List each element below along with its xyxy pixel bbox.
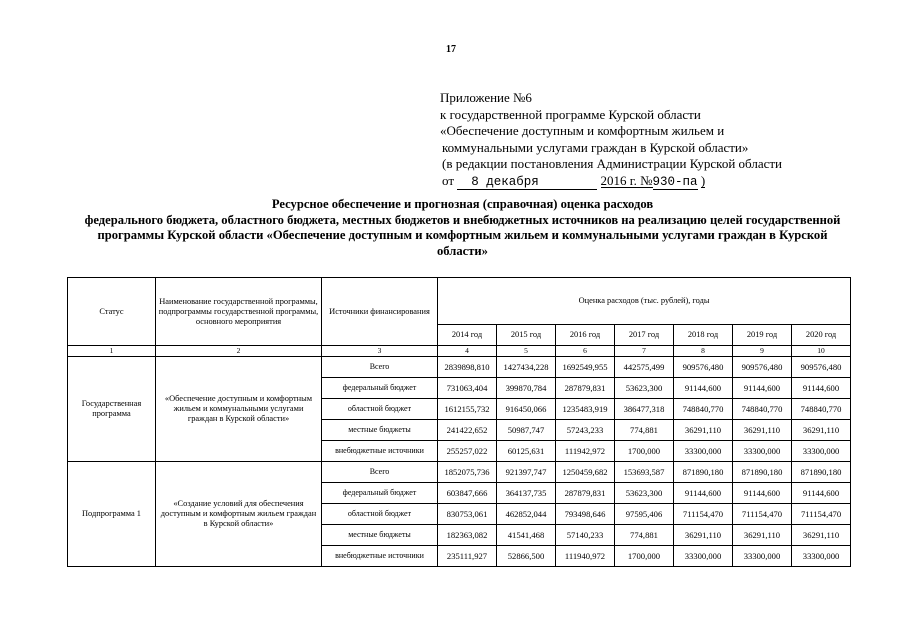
value-cell: 1250459,682 bbox=[556, 462, 615, 483]
decree-number: 930-па bbox=[652, 174, 698, 189]
heading-line-1: Ресурсное обеспечение и прогнозная (справочная) оценка расходов bbox=[271, 197, 654, 211]
source-cell: Всего bbox=[322, 462, 438, 483]
decree-year: 2016 г. № bbox=[600, 172, 653, 188]
heading-line-3: программы Курской области «Обеспечение доступным и комфортным жильем и коммунальными услугами граждан в Курской bbox=[97, 228, 828, 242]
value-cell: 91144,600 bbox=[733, 378, 792, 399]
source-cell: Всего bbox=[322, 357, 438, 378]
column-number: 6 bbox=[556, 346, 615, 357]
year-header: 2016 год bbox=[556, 325, 615, 346]
value-cell: 1427434,228 bbox=[497, 357, 556, 378]
value-cell: 793498,646 bbox=[556, 504, 615, 525]
value-cell: 53623,300 bbox=[615, 483, 674, 504]
value-cell: 909576,480 bbox=[674, 357, 733, 378]
source-cell: внебюджетные источники bbox=[322, 546, 438, 567]
status-cell: Подпрограмма 1 bbox=[68, 462, 156, 567]
value-cell: 33300,000 bbox=[733, 546, 792, 567]
heading-line-2: федерального бюджета, областного бюджета, местных бюджетов и внебюджетных источников на реализацию целей государственной bbox=[84, 212, 841, 227]
value-cell: 235111,927 bbox=[438, 546, 497, 567]
value-cell: 57140,233 bbox=[556, 525, 615, 546]
value-cell: 91144,600 bbox=[674, 483, 733, 504]
value-cell: 711154,470 bbox=[674, 504, 733, 525]
source-cell: местные бюджеты bbox=[322, 420, 438, 441]
close-paren: ) bbox=[700, 172, 706, 188]
value-cell: 91144,600 bbox=[674, 378, 733, 399]
value-cell: 1852075,736 bbox=[438, 462, 497, 483]
value-cell: 50987,747 bbox=[497, 420, 556, 441]
header-row bbox=[68, 278, 851, 325]
value-cell: 399870,784 bbox=[497, 378, 556, 399]
year-header: 2019 год bbox=[733, 325, 792, 346]
value-cell: 287879,831 bbox=[556, 378, 615, 399]
header-status: Статус bbox=[68, 278, 156, 346]
value-cell: 2839898,810 bbox=[438, 357, 497, 378]
year-header: 2017 год bbox=[615, 325, 674, 346]
status-cell: Государственная программа bbox=[68, 357, 156, 462]
table-row bbox=[68, 462, 851, 483]
value-cell: 916450,066 bbox=[497, 399, 556, 420]
value-cell: 91144,600 bbox=[792, 378, 851, 399]
value-cell: 36291,110 bbox=[792, 525, 851, 546]
value-cell: 1235483,919 bbox=[556, 399, 615, 420]
value-cell: 36291,110 bbox=[733, 420, 792, 441]
header-name: Наименование государственной программы, подпрограммы государственной программы, основного мероприятия bbox=[156, 278, 322, 346]
value-cell: 287879,831 bbox=[556, 483, 615, 504]
document-heading bbox=[60, 197, 865, 259]
value-cell: 909576,480 bbox=[733, 357, 792, 378]
budget-table bbox=[67, 277, 851, 567]
value-cell: 91144,600 bbox=[792, 483, 851, 504]
value-cell: 60125,631 bbox=[497, 441, 556, 462]
value-cell: 97595,406 bbox=[615, 504, 674, 525]
value-cell: 52866,500 bbox=[497, 546, 556, 567]
value-cell: 774,881 bbox=[615, 525, 674, 546]
year-header: 2014 год bbox=[438, 325, 497, 346]
value-cell: 36291,110 bbox=[733, 525, 792, 546]
value-cell: 442575,499 bbox=[615, 357, 674, 378]
column-number: 2 bbox=[156, 346, 322, 357]
value-cell: 182363,082 bbox=[438, 525, 497, 546]
source-cell: областной бюджет bbox=[322, 399, 438, 420]
appendix-line-3: «Обеспечение доступным и комфортным жильем и bbox=[440, 123, 725, 138]
value-cell: 748840,770 bbox=[792, 399, 851, 420]
source-cell: внебюджетные источники bbox=[322, 441, 438, 462]
source-cell: местные бюджеты bbox=[322, 525, 438, 546]
value-cell: 1700,000 bbox=[615, 441, 674, 462]
value-cell: 774,881 bbox=[615, 420, 674, 441]
column-number-row bbox=[68, 346, 851, 357]
value-cell: 748840,770 bbox=[674, 399, 733, 420]
column-number: 1 bbox=[68, 346, 156, 357]
table-row bbox=[68, 357, 851, 378]
value-cell: 748840,770 bbox=[733, 399, 792, 420]
value-cell: 153693,587 bbox=[615, 462, 674, 483]
source-cell: областной бюджет bbox=[322, 504, 438, 525]
value-cell: 386477,318 bbox=[615, 399, 674, 420]
value-cell: 33300,000 bbox=[733, 441, 792, 462]
from-prefix: от bbox=[442, 172, 455, 188]
value-cell: 921397,747 bbox=[497, 462, 556, 483]
appendix-line-4: коммунальными услугами граждан в Курской области» bbox=[442, 139, 749, 155]
value-cell: 36291,110 bbox=[792, 420, 851, 441]
column-number: 7 bbox=[615, 346, 674, 357]
source-cell: федеральный бюджет bbox=[322, 378, 438, 399]
value-cell: 830753,061 bbox=[438, 504, 497, 525]
value-cell: 1700,000 bbox=[615, 546, 674, 567]
value-cell: 53623,300 bbox=[615, 378, 674, 399]
value-cell: 33300,000 bbox=[792, 441, 851, 462]
header-estimate: Оценка расходов (тыс. рублей), годы bbox=[438, 278, 851, 325]
value-cell: 41541,468 bbox=[497, 525, 556, 546]
year-header: 2018 год bbox=[674, 325, 733, 346]
year-header: 2020 год bbox=[792, 325, 851, 346]
page-number: 17 bbox=[446, 44, 456, 55]
appendix-line-5: (в редакции постановления Администрации Курской области bbox=[442, 156, 783, 171]
column-number: 3 bbox=[322, 346, 438, 357]
value-cell: 603847,666 bbox=[438, 483, 497, 504]
appendix-date-line bbox=[440, 173, 782, 190]
column-number: 8 bbox=[674, 346, 733, 357]
value-cell: 1692549,955 bbox=[556, 357, 615, 378]
year-header: 2015 год bbox=[497, 325, 556, 346]
value-cell: 462852,044 bbox=[497, 504, 556, 525]
value-cell: 36291,110 bbox=[674, 525, 733, 546]
program-name-cell: «Обеспечение доступным и комфортным жильем и коммунальными услугами граждан в Курской области» bbox=[156, 357, 322, 462]
decree-date: 8 декабря bbox=[457, 176, 597, 190]
appendix-block bbox=[440, 90, 782, 190]
value-cell: 33300,000 bbox=[674, 441, 733, 462]
appendix-line-1: Приложение №6 bbox=[440, 90, 532, 105]
value-cell: 909576,480 bbox=[792, 357, 851, 378]
header-source: Источники финансирования bbox=[322, 278, 438, 346]
value-cell: 731063,404 bbox=[438, 378, 497, 399]
value-cell: 91144,600 bbox=[733, 483, 792, 504]
value-cell: 255257,022 bbox=[438, 441, 497, 462]
value-cell: 711154,470 bbox=[792, 504, 851, 525]
value-cell: 111942,972 bbox=[556, 441, 615, 462]
column-number: 4 bbox=[438, 346, 497, 357]
value-cell: 871890,180 bbox=[792, 462, 851, 483]
value-cell: 364137,735 bbox=[497, 483, 556, 504]
value-cell: 33300,000 bbox=[792, 546, 851, 567]
heading-line-4: области» bbox=[437, 243, 488, 258]
value-cell: 1612155,732 bbox=[438, 399, 497, 420]
value-cell: 33300,000 bbox=[674, 546, 733, 567]
column-number: 9 bbox=[733, 346, 792, 357]
value-cell: 711154,470 bbox=[733, 504, 792, 525]
appendix-line-2: к государственной программе Курской области bbox=[440, 106, 701, 122]
value-cell: 57243,233 bbox=[556, 420, 615, 441]
column-number: 5 bbox=[497, 346, 556, 357]
value-cell: 111940,972 bbox=[556, 546, 615, 567]
value-cell: 241422,652 bbox=[438, 420, 497, 441]
source-cell: федеральный бюджет bbox=[322, 483, 438, 504]
value-cell: 36291,110 bbox=[674, 420, 733, 441]
column-number: 10 bbox=[792, 346, 851, 357]
value-cell: 871890,180 bbox=[733, 462, 792, 483]
value-cell: 871890,180 bbox=[674, 462, 733, 483]
program-name-cell: «Создание условий для обеспечения доступным и комфортным жильем граждан в Курской области» bbox=[156, 462, 322, 567]
